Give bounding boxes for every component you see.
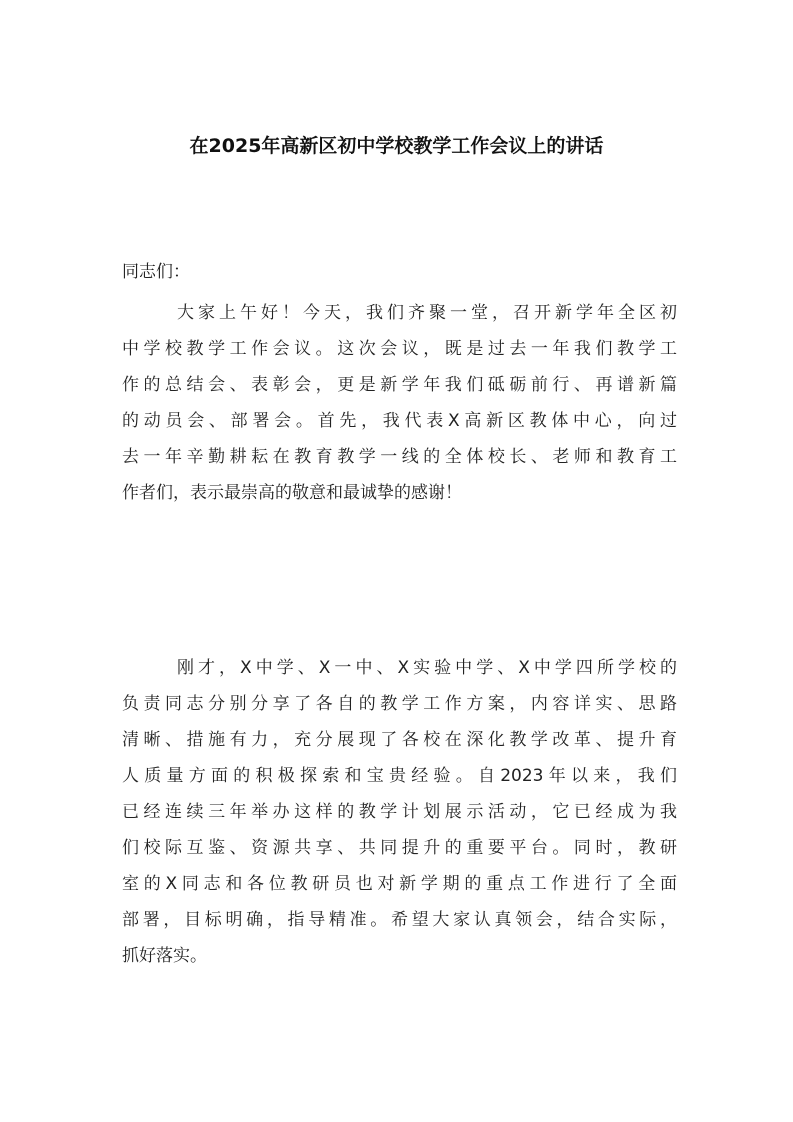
- paragraph-review: [122, 656, 677, 980]
- paragraph-line: 人质量方面的积极探索和宝贵经验。自2023年以来，我们: [122, 766, 677, 786]
- paragraph-line: 刚才，X中学、X一中、X实验中学、X中学四所学校的: [177, 658, 677, 678]
- paragraph-line: 清晰、措施有力，充分展现了各校在深化教学改革、提升育: [122, 730, 677, 750]
- paragraph-line: 抓好落实。: [122, 946, 207, 966]
- paragraph-line: 负责同志分别分享了各自的教学工作方案，内容详实、思路: [122, 694, 677, 714]
- paragraph-opening: [122, 301, 677, 517]
- paragraph-line: 作的总结会、表彰会，更是新学年我们砥砺前行、再谱新篇: [122, 375, 677, 395]
- paragraph-line: 已经连续三年举办这样的教学计划展示活动，它已经成为我: [122, 802, 677, 822]
- paragraph-line: 室的X同志和各位教研员也对新学期的重点工作进行了全面: [122, 874, 677, 894]
- paragraph-line: 作者们，表示最崇高的敬意和最诚挚的感谢！: [122, 483, 462, 503]
- paragraph-line: 大家上午好！今天，我们齐聚一堂，召开新学年全区初: [177, 303, 677, 323]
- document-title: 在2025年高新区初中学校教学工作会议上的讲话: [189, 135, 604, 157]
- paragraph-line: 们校际互鉴、资源共享、共同提升的重要平台。同时，教研: [122, 838, 677, 858]
- salutation: 同志们：: [122, 262, 190, 282]
- paragraph-line: 部署，目标明确，指导精准。希望大家认真领会，结合实际，: [122, 910, 677, 930]
- paragraph-line: 去一年辛勤耕耘在教育教学一线的全体校长、老师和教育工: [122, 447, 677, 467]
- paragraph-line: 中学校教学工作会议。这次会议，既是过去一年我们教学工: [122, 339, 677, 359]
- paragraph-line: 的动员会、部署会。首先，我代表X高新区教体中心，向过: [122, 411, 677, 431]
